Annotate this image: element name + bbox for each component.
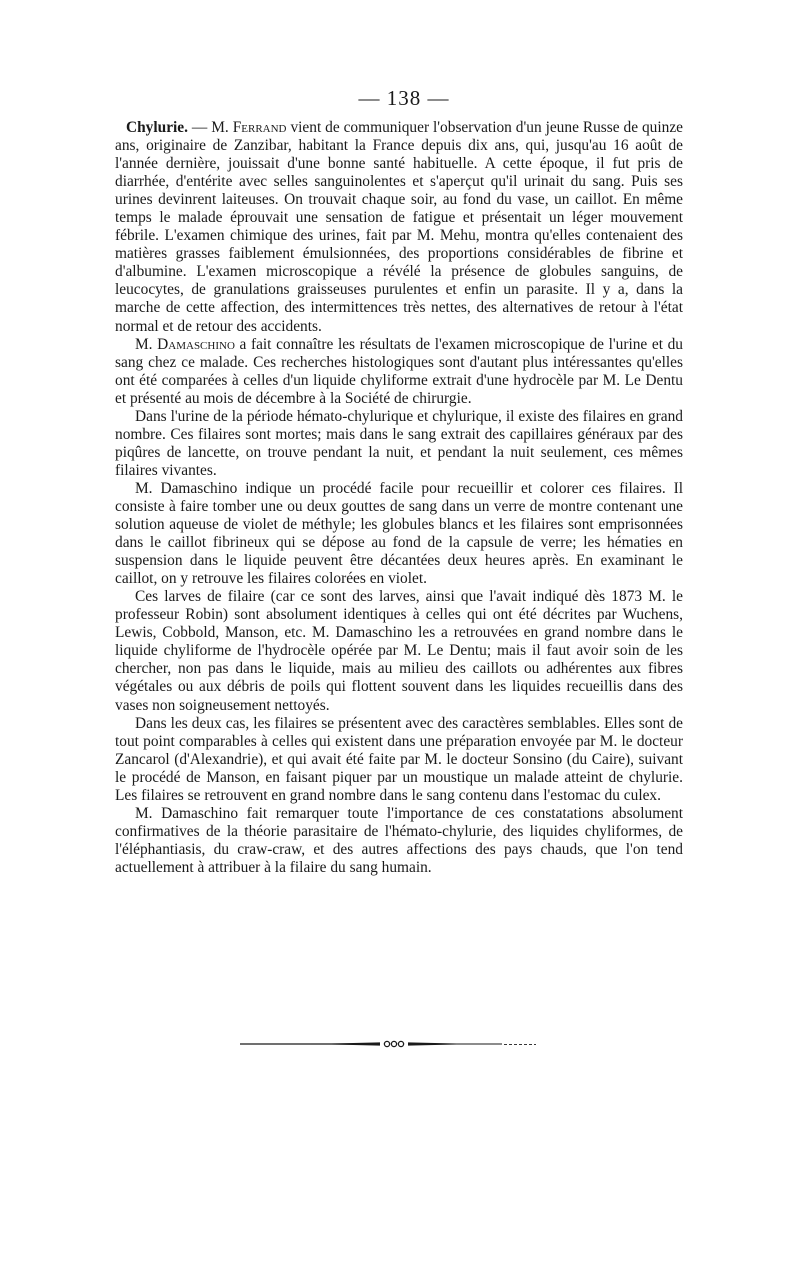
paragraph-4: M. Damaschino indique un procédé facile pour recueillir et colorer ces filaires. Il consiste à faire tomber une ou deux gouttes de sang dans un verre de montre contenant une solution aqueuse de violet de méthyle; les globules blancs et les filaires sont emprisonnées dans le caillot fibrineux qui se dépose au fond de la capsule de verre; les hématies en suspension dans le liquide peuvent être décantées deux heures après. En examinant le caillot, on y retrouve les filaires colorées en violet. bbox=[115, 479, 683, 588]
author-name-damaschino: Damaschino bbox=[157, 335, 235, 353]
title-dash: — M. bbox=[188, 119, 233, 136]
page-number: — 138 — bbox=[358, 86, 450, 110]
rule-left-taper bbox=[310, 1042, 380, 1045]
paragraph-2-prefix: M. bbox=[135, 335, 158, 353]
paragraph-7: M. Damaschino fait remarquer toute l'importance de ces constatations absolument confirmatives de la théorie parasitaire de l'hémato-chylurie, des liquides chyliformes, de l'éléphantiasis, du craw-craw, et des autres affections des pays chauds, que l'on tend actuellement à attribuer à la filaire du sang humain. bbox=[115, 804, 683, 876]
section-title: Chylurie. bbox=[126, 119, 188, 136]
paragraph-5: Ces larves de filaire (car ce sont des larves, ainsi que l'avait indiqué dès 1873 M. le professeur Robin) sont absolument identiques à celles qui ont été décrites par Wuchens, Lewis, Cobbold, Manson, etc. M. Damaschino les a retrouvées en grand nombre dans le liquide chyliforme de l'hydrocèle opérée par M. Le Dentu; mais il faut avoir soin de les chercher, non pas dans le liquide, mais au milieu des caillots ou adhérentes aux fibres végétales ou aux débris de poils qui flottent souvent dans les liquides recueillis dans des vases non soigneusement nettoyés. bbox=[115, 588, 683, 714]
paragraph-1-text: vient de communiquer l'observation d'un jeune Russe de quinze ans, originaire de Zanzibar, habitant la France depuis dix ans, qui, jusqu'au 16 août de l'année dernière, jouissait d'une bonne santé habituelle. A cette époque, il fut pris de diarrhée, d'entérite avec selles sanguinolentes et s'aperçut qu'il urinait du sang. Puis ses urines devinrent laiteuses. On trouvait chaque soir, au fond du vase, un caillot. En même temps le malade éprouvait une sensation de fatigue et présentait un léger mouvement fébrile. L'examen chimique des urines, fait par M. Mehu, montra qu'elles contenaient des matières grasses faiblement émulsionnées, des proportions considérables de fibrine et d'albumine. L'examen microscopique a révélé la présence de globules sanguins, de leucocytes, de granulations graisseuses purulentes et enfin un parasite. Il y a, dans la marche de cette affection, des intermittences très nettes, des alternatives de retour à l'état normal et de retour des accidents. bbox=[115, 119, 684, 335]
paragraph-2 bbox=[115, 336, 683, 408]
paragraph-2-text: a fait connaître les résultats de l'examen microscopique de l'urine et du sang chez ce malade. Ces recherches histologiques sont d'autant plus intéressantes qu'elles ont été comparées à celles d'un liquide chyliforme extrait d'une hydrocèle par M. Le Dentu et présenté au mois de décembre à la Société de chirurgie. bbox=[115, 335, 683, 407]
ornamental-rule bbox=[240, 1040, 540, 1048]
rule-ornament-3 bbox=[398, 1041, 403, 1046]
paragraph-6: Dans les deux cas, les filaires se présentent avec des caractères semblables. Elles sont de tout point comparables à celles qui existent dans une préparation envoyée par M. le docteur Zancarol (d'Alexandrie), et qui avait été faite par M. le docteur Sonsino (du Caire), suivant le procédé de Manson, en faisant piquer par un moustique un malade atteint de chylurie. Les filaires se retrouvent en grand nombre dans le sang contenu dans l'estomac du culex. bbox=[115, 714, 683, 804]
rule-ornament-2 bbox=[391, 1041, 396, 1046]
paragraph-3: Dans l'urine de la période hémato-chylurique et chylurique, il existe des filaires en grand nombre. Ces filaires sont mortes; mais dans le sang extrait des capillaires généraux par des piqûres de lancette, on trouve pendant la nuit, et pendant la nuit seulement, ces mêmes filaires vivantes. bbox=[115, 407, 683, 479]
page-body bbox=[115, 86, 683, 877]
rule-ornament-1 bbox=[384, 1041, 389, 1046]
paragraph-1 bbox=[115, 119, 683, 336]
author-name-ferrand: Ferrand bbox=[232, 119, 287, 136]
